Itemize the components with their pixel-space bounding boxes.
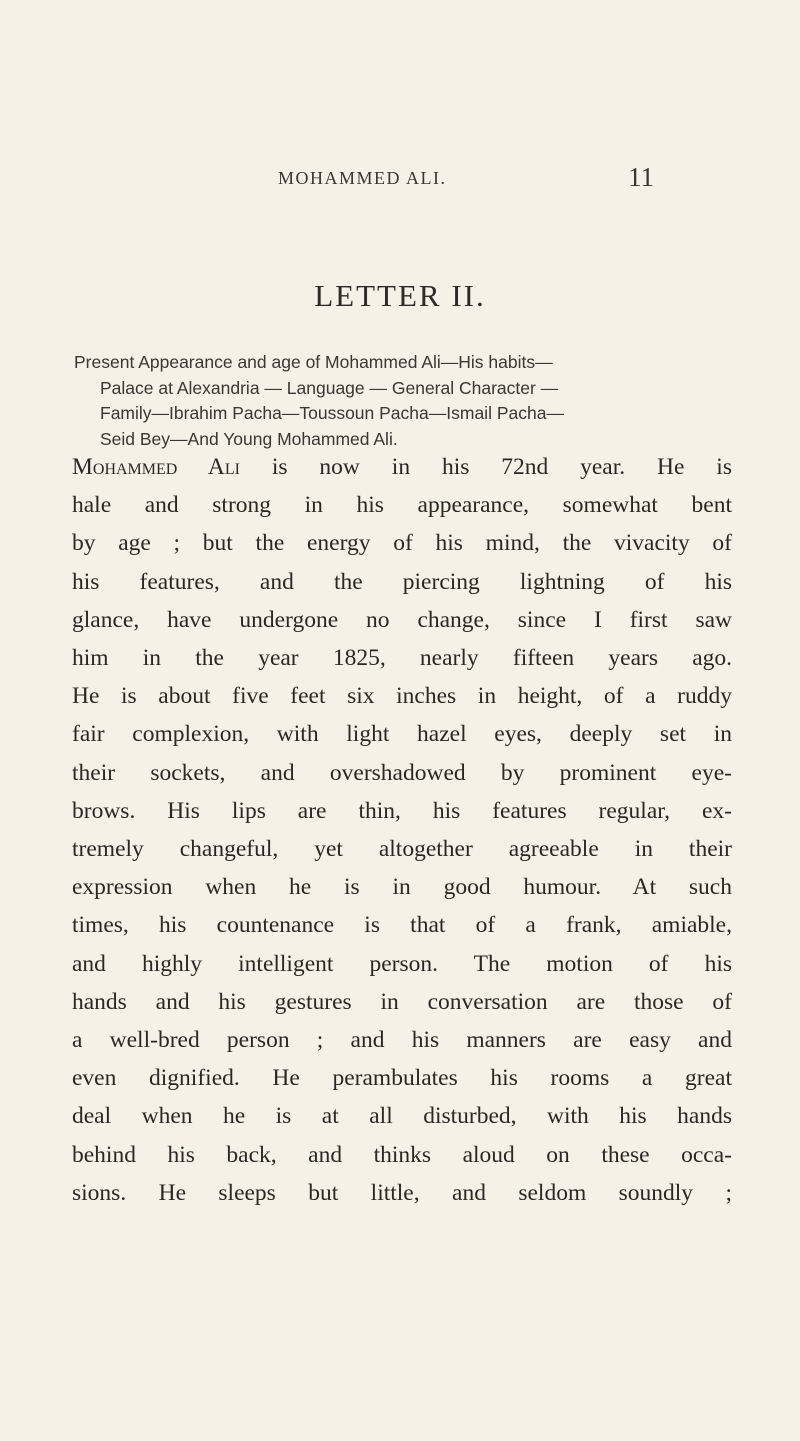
- body-line: brows. His lips are thin, his features regular, ex-: [72, 797, 732, 824]
- chapter-heading: LETTER II.: [314, 278, 486, 313]
- synopsis-line: Palace at Alexandria — Language — General Character —: [100, 377, 559, 398]
- synopsis-line: Present Appearance and age of Mohammed Ali—His habits—: [74, 352, 553, 372]
- body-line: He is about five feet six inches in height, of a ruddy: [72, 683, 732, 710]
- body-line: and highly intelligent person. The motion of his: [72, 950, 732, 977]
- body-line: sions. He sleeps but little, and seldom soundly ;: [72, 1179, 732, 1206]
- body-line: even dignified. He perambulates his rooms a great: [72, 1065, 732, 1092]
- body-line: deal when he is at all disturbed, with his hands: [72, 1103, 732, 1130]
- body-line: their sockets, and overshadowed by prominent eye-: [72, 759, 732, 786]
- body-line: fair complexion, with light hazel eyes, deeply set in: [72, 721, 732, 748]
- body-line: his features, and the piercing lightning of his: [72, 568, 732, 595]
- body-line: glance, have undergone no change, since I first saw: [72, 606, 732, 633]
- body-line: behind his back, and thinks aloud on these occa-: [72, 1141, 732, 1168]
- page-number: 11: [628, 162, 654, 192]
- body-line: hands and his gestures in conversation are those of: [72, 988, 732, 1015]
- synopsis-line: Seid Bey—And Young Mohammed Ali.: [100, 428, 398, 449]
- body-line: a well-bred person ; and his manners are easy and: [72, 1027, 732, 1054]
- body-line: expression when he is in good humour. At such: [72, 874, 732, 901]
- body-line: by age ; but the energy of his mind, the vivacity of: [72, 530, 732, 557]
- body-line: tremely changeful, yet altogether agreeable in their: [72, 836, 732, 863]
- first-line-rest: is now in his 72nd year. He is: [240, 454, 732, 480]
- running-head: [0, 162, 800, 198]
- running-title: MOHAMMED ALI.: [278, 168, 447, 188]
- body-line: times, his countenance is that of a frank, amiable,: [72, 912, 732, 939]
- body-line-first: [72, 448, 732, 486]
- synopsis-line: Family—Ibrahim Pacha—Toussoun Pacha—Ismail Pacha—: [100, 403, 564, 423]
- chapter-synopsis: [74, 350, 714, 452]
- body-text: [72, 448, 732, 1212]
- opening-name: Mohammed Ali: [72, 454, 240, 480]
- body-line: hale and strong in his appearance, somewhat bent: [72, 492, 732, 519]
- body-line: him in the year 1825, nearly fifteen years ago.: [72, 645, 732, 672]
